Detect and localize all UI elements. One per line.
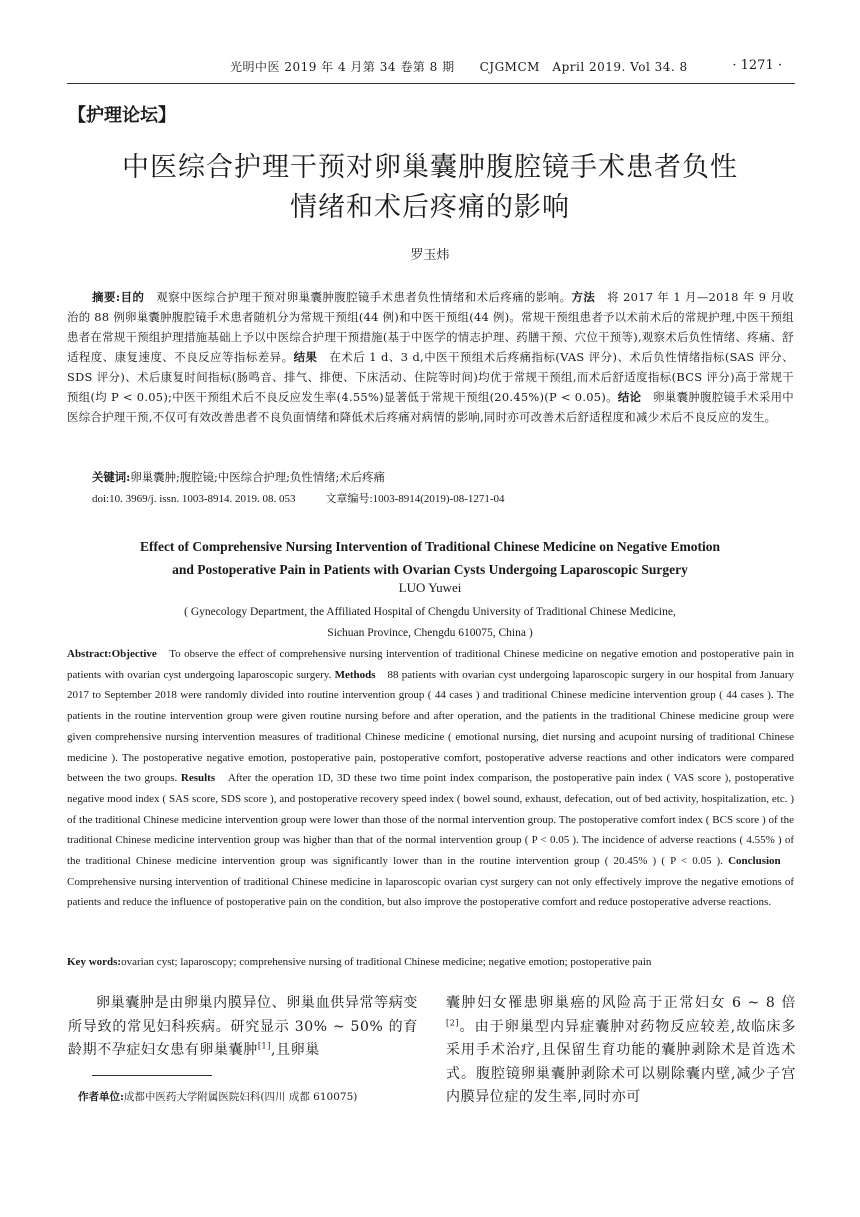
title-en-line2: and Postoperative Pain in Patients with Ovarian Cysts Undergoing Laparoscopic Surgery (172, 562, 688, 577)
citation-ref-1[interactable]: [1] (257, 1041, 271, 1051)
citation-ref-2[interactable]: [2] (446, 1017, 460, 1027)
body-paragraph-continued (446, 992, 796, 1110)
keywords-en-text: ovarian cyst; laparoscopy; comprehensive nursing of traditional Chinese medicine; negative emotion; postoperative pain (121, 956, 652, 968)
objective-zh: 观察中医综合护理干预对卵巢囊肿腹腔镜手术患者负性情绪和术后疼痛的影响。 (144, 290, 572, 304)
abstract-en-label: Abstract: (67, 648, 112, 660)
doi-line (92, 490, 535, 506)
author-zh: 罗玉炜 (410, 248, 450, 263)
body-left-text2: ,且卵巢 (270, 1042, 320, 1058)
keywords-zh (92, 469, 385, 485)
body-column-right (446, 992, 796, 1110)
affiliation-en-line2: Sichuan Province, Chengdu 610075, China ) (327, 627, 533, 639)
title-zh-line2: 情绪和术后疼痛的影响 (290, 192, 570, 223)
conclusion-en-label: Conclusion (728, 855, 781, 868)
journal-citation: 光明中医 2019 年 4 月第 34 卷第 8 期 CJGMCM April 2019. Vol 34. 8 (230, 60, 688, 74)
body-paragraph (68, 992, 418, 1063)
conclusion-zh: 卵巢囊肿腹腔镜手术采用中医综合护理干预,不仅可有效改善患者不良负面情绪和降低术后疼痛对病情的影响,同时亦可改善术后舒适程度和减少术后不良反应的发生。 (67, 390, 794, 424)
footnote-divider (92, 1075, 212, 1076)
methods-en: 88 patients with ovarian cyst undergoing laparoscopic surgery in our hospital from January 2017 to September 2018 were randomly divided into routine intervention group ( 44 cases ) and traditional Chinese medicine intervention group ( 44 cases ). The patients in the routine intervention group were given routine nursing before and after operation, and the patients in the traditional Chinese medicine group were given comprehensive nursing intervention measures of traditional Chinese medicine ( emotional nursing, diet nursing and acupoint nursing of traditional Chinese medicine ). The postoperative negative emotion, postoperative pain, postoperative comfort, postoperative adverse reactions and other indicators were compared between the two groups. (67, 668, 794, 785)
running-header (0, 58, 860, 82)
results-zh: 在术后 1 d、3 d,中医干预组术后疼痛指标(VAS 评分)、术后负性情绪指标(SAS 评分、SDS 评分)、术后康复时间指标(肠鸣音、排气、排便、下床活动、住院等时间)均优于常规干预组,而术后舒适度指标(BCS 评分)高于常规干预组(均 P < 0.05);中医干预组术后不良反应发生率(4.55%)显著低于常规干预组(20.45%)(P < 0.05)。 (67, 350, 795, 404)
conclusion-zh-label: 结论 (617, 390, 642, 404)
abstract-en (67, 644, 794, 913)
title-en-line1: Effect of Comprehensive Nursing Intervention of Traditional Chinese Medicine on Negative Emotion (139, 539, 721, 554)
body-right-text1: 囊肿妇女罹患卵巢癌的风险高于正常妇女 6 ~ 8 倍 (446, 995, 796, 1011)
keywords-en (67, 956, 794, 968)
body-left-text1: 卵巢囊肿是由卵巢内膜异位、卵巢血供异常等病变所导致的常见妇科疾病。研究显示 30% ~ 50% 的育龄期不孕症妇女患有卵巢囊肿 (68, 995, 418, 1058)
methods-zh-label: 方法 (571, 290, 596, 304)
results-en-label: Results (180, 772, 216, 785)
keywords-en-label: Key words: (67, 956, 122, 968)
doi: doi:10. 3969/j. issn. 1003-8914. 2019. 08. 053 (92, 493, 296, 505)
footnote-label: 作者单位: (78, 1091, 124, 1103)
keywords-zh-label: 关键词: (92, 470, 131, 484)
methods-zh: 将 2017 年 1 月—2018 年 9 月收治的 88 例卵巢囊肿腹腔镜手术患者随机分为常规干预组(44 例)和中医干预组(44 例)。常规干预组患者予以术前术后的常规护理,中医干预组患者在常规干预组护理措施基础上予以中医综合护理干预措施(基于中医学的情志护理、药膳干预、穴位干预等),观察术后负性情绪、疼痛、舒适程度、康复速度、不良反应等指标差异。 (67, 290, 794, 364)
body-column-left (68, 992, 418, 1063)
article-number: 文章编号:1003-8914(2019)-08-1271-04 (325, 493, 505, 505)
body-right-text2: 。由于卵巢型内异症囊肿对药物反应较差,故临床多采用手术治疗,且保留生育功能的囊肿剥除术是首选术式。腹腔镜卵巢囊肿剥除术可以剔除囊内壁,减少子宫内膜异位症的发生率,同时亦可 (446, 1018, 796, 1105)
affiliation-en-line1: ( Gynecology Department, the Affiliated Hospital of Chengdu University of Traditional Chinese Medicine, (184, 606, 676, 618)
objective-en-label: Objective (111, 648, 157, 660)
article-title-en (60, 535, 800, 581)
abstract-zh (67, 287, 794, 427)
keywords-zh-text: 卵巢囊肿;腹腔镜;中医综合护理;负性情绪;术后疼痛 (130, 470, 385, 484)
objective-zh-label: 目的 (120, 290, 145, 304)
article-title-zh (60, 148, 800, 228)
objective-en: To observe the effect of comprehensive nursing intervention of traditional Chinese medicine on negative emotion and postoperative pain in patients with ovarian cyst undergoing laparoscopic surgery. (67, 648, 794, 681)
header-divider (67, 83, 795, 84)
affiliation-en (60, 602, 800, 644)
results-zh-label: 结果 (293, 350, 318, 364)
conclusion-en: Comprehensive nursing intervention of traditional Chinese medicine in laparoscopic ovarian cyst surgery can not only effectively improve the negative emotions of patients and reduce the influence of postoperative pain on the condition, but also improve the postoperative comfort and reduce postoperative adverse reactions. (67, 855, 795, 909)
abstract-zh-label: 摘要: (92, 290, 121, 304)
page-number: · 1271 · (732, 58, 782, 73)
footnote-text: 成都中医药大学附属医院妇科(四川 成都 610075) (123, 1091, 358, 1103)
results-en: After the operation 1D, 3D these two time point index comparison, the postoperative pain index ( VAS score ), postoperative negative mood index ( SAS score, SDS score ), and postoperative recovery speed index ( bowel sound, exhaust, defecation, out of bed activity, hospitalization, etc. ) of the traditional Chinese medicine intervention group were lower than those of the normal intervention group. The postoperative comfort index ( BCS score ) of the traditional Chinese medicine intervention group was higher than that of the normal intervention group ( P < 0.05 ). The incidence of adverse reactions ( 4.55% ) of the traditional Chinese medicine intervention group was significantly lower than in the routine intervention group ( 20.45% ) ( P < 0.05 ). (67, 772, 795, 868)
author-en: LUO Yuwei (398, 580, 462, 595)
title-zh-line1: 中医综合护理干预对卵巢囊肿腹腔镜手术患者负性 (122, 152, 738, 183)
author-affiliation-footnote (78, 1089, 357, 1104)
section-label: 【护理论坛】 (68, 105, 176, 126)
methods-en-label: Methods (334, 668, 376, 681)
